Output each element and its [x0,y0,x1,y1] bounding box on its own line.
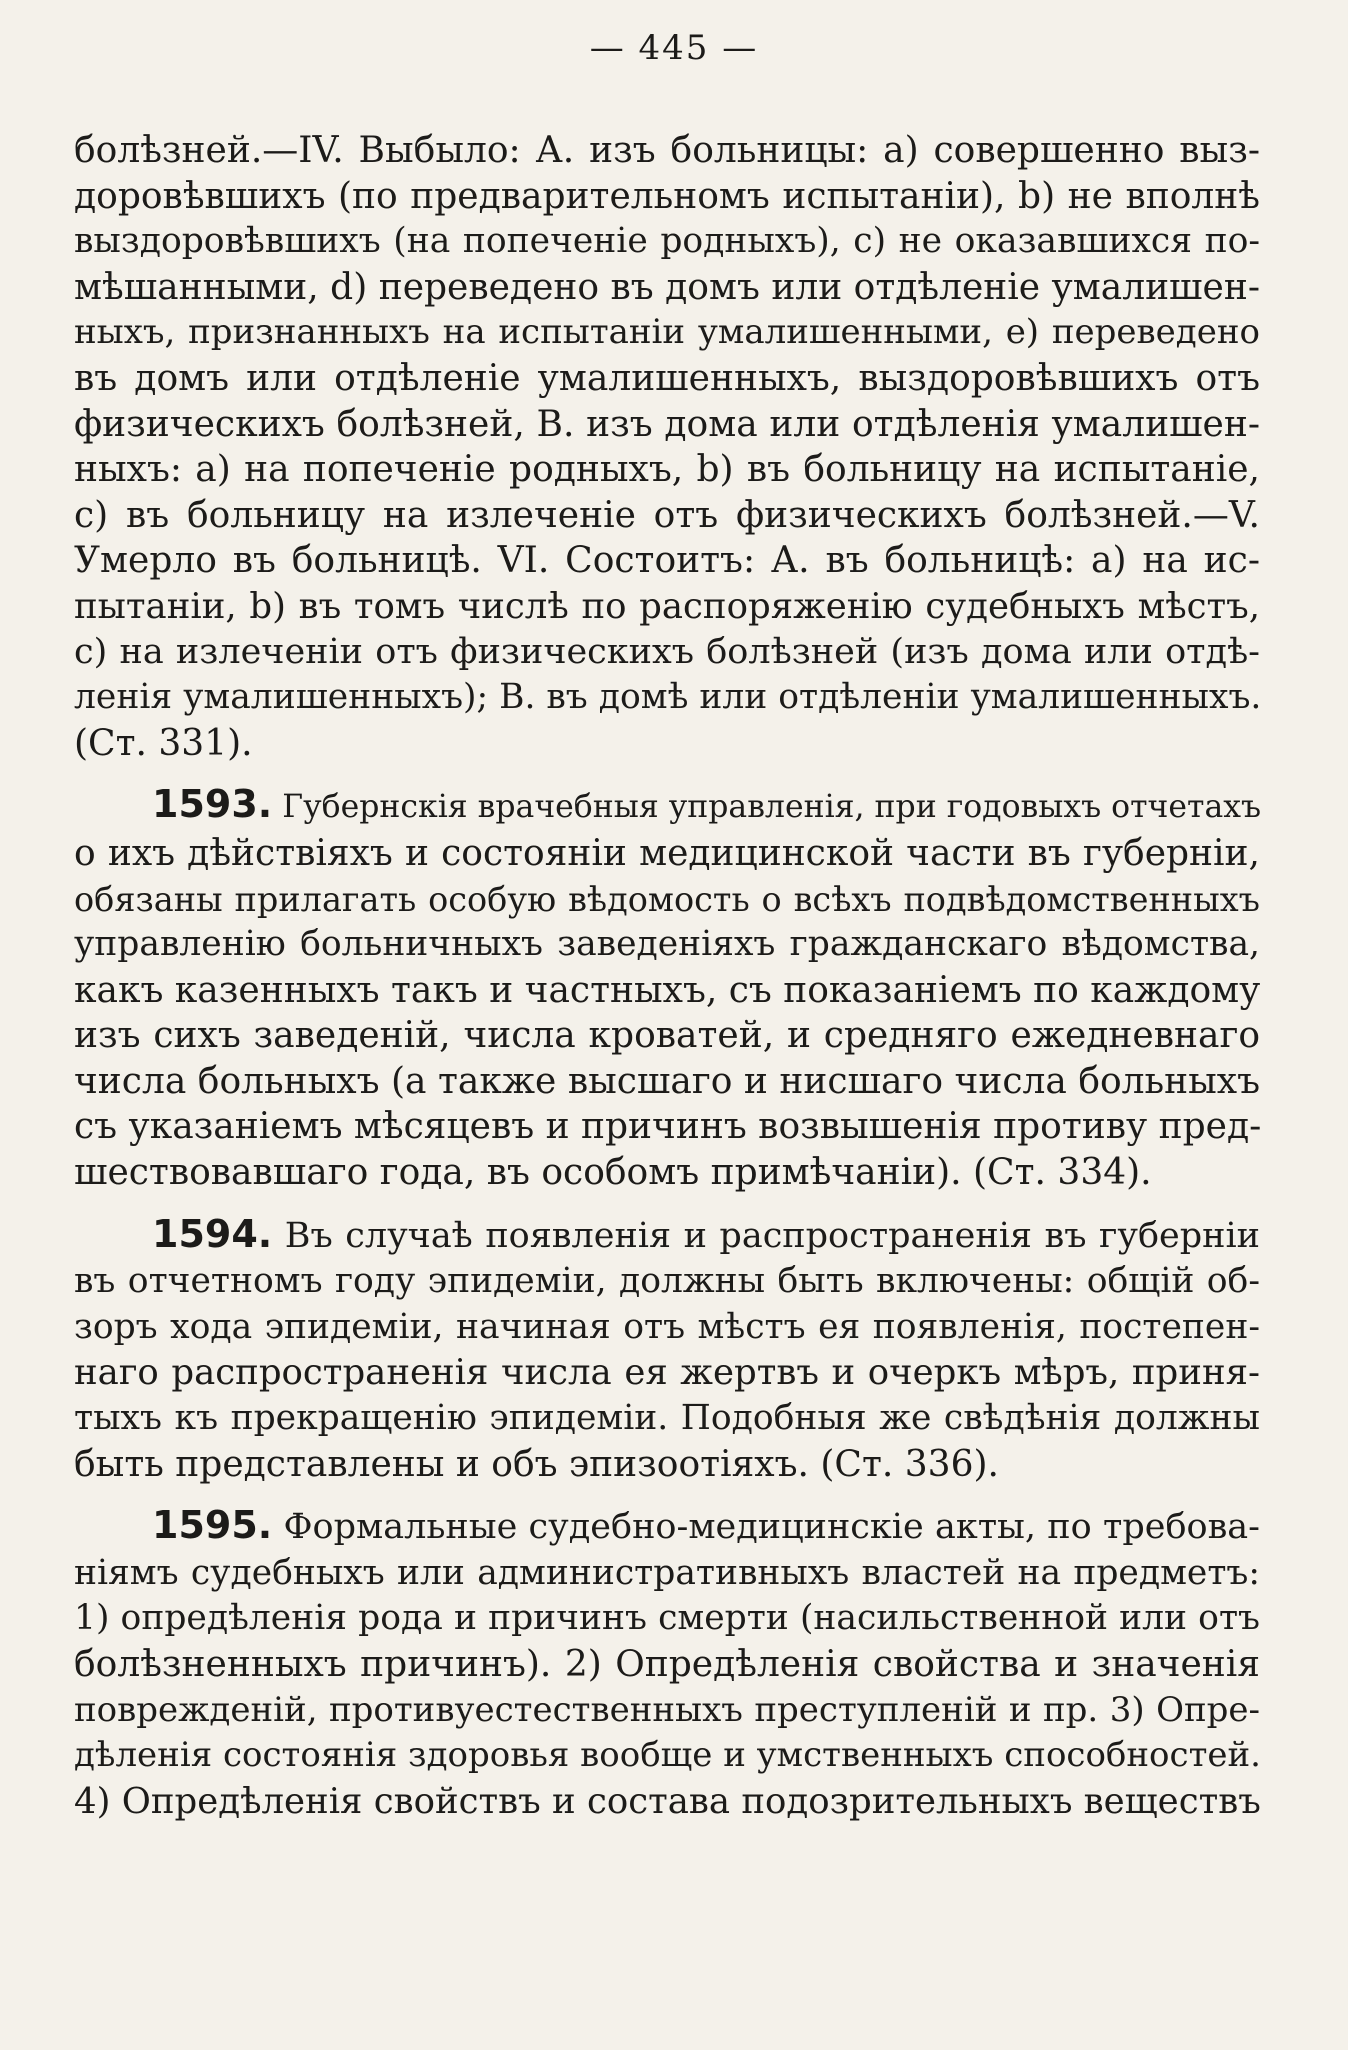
text-line: пытаніи, b) въ томъ числѣ по распоряженію судебныхъ мѣстъ, [74,585,1260,627]
text-line: въ отчетномъ году эпидеміи, должны быть включены: общій об- [74,1261,1260,1302]
text-line: Въ случаѣ появленія и распространенія въ губерніи [284,1215,1260,1256]
page-number: — 445 — [589,28,759,68]
text-line: тыхъ къ прекращенію эпидеміи. Подобныя же свѣдѣнія должны [74,1398,1260,1439]
page-body [74,128,1260,1824]
text-line: поврежденій, противуестественныхъ преступленій и пр. 3) Опре- [74,1689,1260,1730]
text-line: дѣленія состоянія здоровья вообще и умственныхъ способностей. [74,1735,1261,1776]
paragraph-continuation [74,128,1260,766]
text-line: быть представлены и объ эпизоотіяхъ. (Ст. 336). [74,1443,999,1485]
text-line: ленія умалишенныхъ); В. въ домѣ или отдѣленіи умалишенныхъ. [74,677,1262,718]
text-line: съ указаніемъ мѣсяцевъ и причинъ возвышенія противу пред- [74,1106,1262,1148]
text-line: ныхъ, признанныхъ на испытаніи умалишенными, е) переведено [74,312,1260,353]
text-line: числа больныхъ (а также высшаго и нисшаго числа больныхъ [74,1060,1260,1102]
text-line: управленію больничныхъ заведеніяхъ гражданскаго вѣдомства, [74,924,1260,965]
text-line: обязаны прилагать особую вѣдомость о всѣхъ подвѣдомственныхъ [74,879,1260,919]
article-first-line [74,782,1260,831]
text-line: доровѣвшихъ (по предварительномъ испытаніи), b) не вполнѣ [74,175,1260,217]
text-line: 4) Опредѣленія свойствъ и состава подозрительныхъ веществъ [74,1780,1261,1822]
text-line: изъ сихъ заведеній, числа кроватей, и средняго ежедневнаго [74,1015,1260,1057]
article-first-line [74,1212,1260,1260]
text-line: 1) опредѣленія рода и причинъ смерти (насильственной или отъ [74,1598,1260,1639]
text-line: выздоровѣвшихъ (на попеченіе родныхъ), c) не оказавшихся по- [74,221,1260,262]
text-line: какъ казенныхъ такъ и частныхъ, съ показаніемъ по каждому [74,969,1261,1011]
article-1593 [74,782,1260,1195]
article-1594 [74,1212,1260,1488]
article-number: 1595. [152,1503,273,1548]
text-line: шествовавшаго года, въ особомъ примѣчаніи). (Ст. 334). [74,1152,1152,1194]
article-number: 1593. [152,782,273,827]
article-1595 [74,1503,1260,1824]
text-line: болѣзненныхъ причинъ). 2) Опредѣленія свойства и значенія [74,1644,1260,1685]
text-line: Формальные судебно-медицинскіе акты, по требова- [283,1507,1260,1548]
article-number: 1594. [152,1211,273,1256]
text-line: ніямъ судебныхъ или административныхъ властей на предметъ: [74,1552,1260,1593]
text-line: c) въ больницу на излеченіе отъ физическихъ болѣзней.—V. [74,494,1260,536]
text-line: наго распространенія числа ея жертвъ и очеркъ мѣръ, приня- [74,1352,1260,1394]
text-line: Губернскія врачебныя управленія, при годовыхъ отчетахъ [282,789,1262,826]
text-line: физическихъ болѣзней, В. изъ дома или отдѣленія умалишен- [74,403,1260,445]
text-line: о ихъ дѣйствіяхъ и состояніи медицинской части въ губерніи, [74,832,1260,874]
text-line: мѣшанными, d) переведено въ домъ или отдѣленіе умалишен- [74,266,1260,308]
text-line: (Ст. 331). [74,722,253,764]
text-line: c) на излеченіи отъ физическихъ болѣзней (изъ дома или отдѣ- [74,631,1260,672]
text-line: болѣзней.—IV. Выбыло: А. изъ больницы: а) совершенно выз- [74,130,1260,171]
text-line: зоръ хода эпидеміи, начиная отъ мѣстъ ея появленія, постепен- [74,1306,1260,1347]
article-first-line [74,1503,1260,1551]
text-line: въ домъ или отдѣленіе умалишенныхъ, выздоровѣвшихъ отъ [74,357,1260,399]
text-line: ныхъ: а) на попеченіе родныхъ, b) въ больницу на испытаніе, [74,449,1260,491]
text-line: Умерло въ больницѣ. VI. Состоитъ: А. въ больницѣ: а) на ис- [74,540,1260,582]
